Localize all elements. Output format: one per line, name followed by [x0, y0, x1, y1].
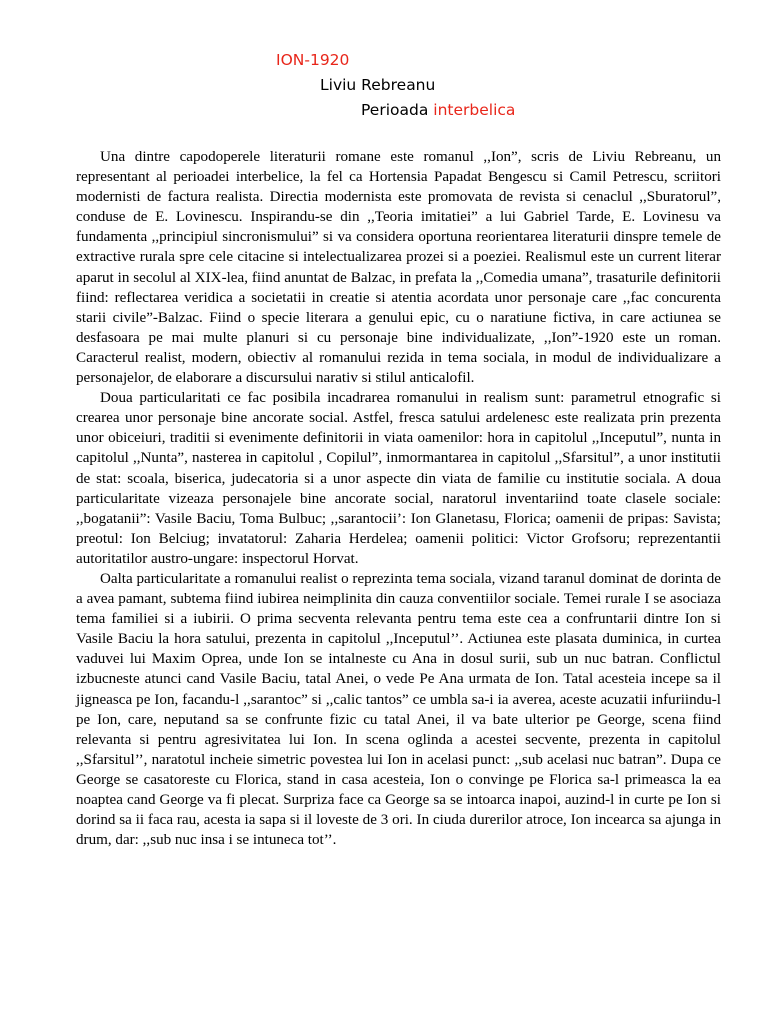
period-line: [361, 100, 515, 120]
period-highlight: interbelica: [433, 101, 516, 119]
paragraph-1: Una dintre capodoperele literaturii romane este romanul ,,Ion”, scris de Liviu Rebreanu, un representant al perioadei interbelice, la fel ca Hortensia Papadat Bengescu si Camil Petrescu, scriitori modernisti de factura realista. Directia modernista este promovata de revista si cenaclul ,,Sburatorul”, conduse de E. Lovinescu. Inspirandu-se din ,,Teoria imitatiei” a lui Gabriel Tarde, E. Lovinesu va fundamenta ,,principiul sincronismului” si va considera oportuna reorientarea literaturii dinspre temele de extractive rurala spre cele citacine si intelectualizarea prozei si a poeziei. Realismul este un current literar aparut in secolul al XIX-lea, fiind anuntat de Balzac, in prefata la ,,Comedia umana”, trasaturile definitorii fiind: reflectarea veridica a societatii in creatie si atentia acordata unor personaje care ,,fac concurenta starii civile”-Balzac. Fiind o specie literara a genului epic, cu o naratiune fictiva, in care actiunea se desfasoara pe mai multe planuri si cu personaje bine individualizate, ,,Ion”-1920 este un roman. Caracterul realist, modern, obiectiv al romanului rezida in tema sociala, in modul de individualizare a personajelor, de elaborare a discursului narativ si stilul anticalofil.: [76, 149, 721, 387]
paragraph-2: Doua particularitati ce fac posibila incadrarea romanului in realism sunt: parametrul etnografic si crearea unor personaje bine ancorate social. Astfel, fresca satului ardelenesc este realizata prin prezenta unor obiceiuri, traditii si evenimente definitorii in viata oamenilor: hora in capitolul ,,Inceputul”, nunta in capitolul ,,Nunta”, nasterea in capitolul , Copilul”, inmormantarea in capitolul ,,Sfarsitul”, a unor institutii de stat: scoala, biserica, judecatoria si a unor aspecte din viata de familie cu institutie sociala. A doua particularitate vizeaza personajele bine ancorate social, naratorul inventariind toate clasele sociale: ,,bogatanii”: Vasile Baciu, Toma Bulbuc; ,,sarantocii’: Ion Glanetasu, Florica; oamenii de pripas: Savista; preotul: Ion Belciug; invatatorul: Zaharia Herdelea; oamenii politici: Victor Grofsoru; reprezentantii autoritatilor austro-ungare: inspectorul Horvat.: [76, 390, 721, 567]
document-body: [76, 147, 721, 850]
author-name: Liviu Rebreanu: [320, 76, 436, 94]
paragraph-3: Oalta particularitate a romanului realist o reprezinta tema sociala, vizand taranul dominat de dorinta de a avea pamant, subtema fiind iubirea neimplinita din cauza conventiilor sociale. Temei rurale I se asociaza tema familiei si a iubirii. O prima secventa relevanta pentru tema este cea a confruntarii dintre Ion si Vasile Baciu la hora satului, prezenta in capitolul ,,Inceputul’’. Actiunea este plasata duminica, in curtea vaduvei lui Maxim Oprea, unde Ion se intalneste cu Ana in dosul surii, sub un nuc batran. Conflictul izbucneste atunci cand Vasile Baciu, tatal Anei, o vede Pe Ana urmata de Ion. Tatal acesteia incepe sa il jigneasca pe Ion, facandu-l ,,sarantoc” si ,,calic tantos” ce umbla sa-i ia averea, aceste acuzatii infuriindu-l pe Ion, care, neputand sa se confrunte fizic cu tatal Anei, il va bate ulterior pe George, scena fiind relevanta si pentru agresivitatea lui Ion. In scena oglinda a acestei secvente, prezenta in capitolul ,,Sfarsitul’’, naratotul incheie simetric povestea lui Ion in acelasi punct: ,,sub acelasi nuc batran”. Dupa ce George se casatoreste cu Florica, stand in casa acesteia, Ion o convinge pe Florica sa-l primeasca la ea noaptea cand George va fi plecat. Surpriza face ca George sa se intoarca inapoi, auzind-l in curte pe Ion si dorind sa ii faca rau, acesta ia sapa si il loveste de 3 ori. In ciuda durerilor atroce, Ion incearca sa ajunga in drum, dar: ,,sub nuc insa i se intuneca tot’’.: [76, 570, 721, 849]
document-title: ION-1920: [276, 51, 350, 69]
period-prefix: Perioada: [361, 101, 434, 119]
